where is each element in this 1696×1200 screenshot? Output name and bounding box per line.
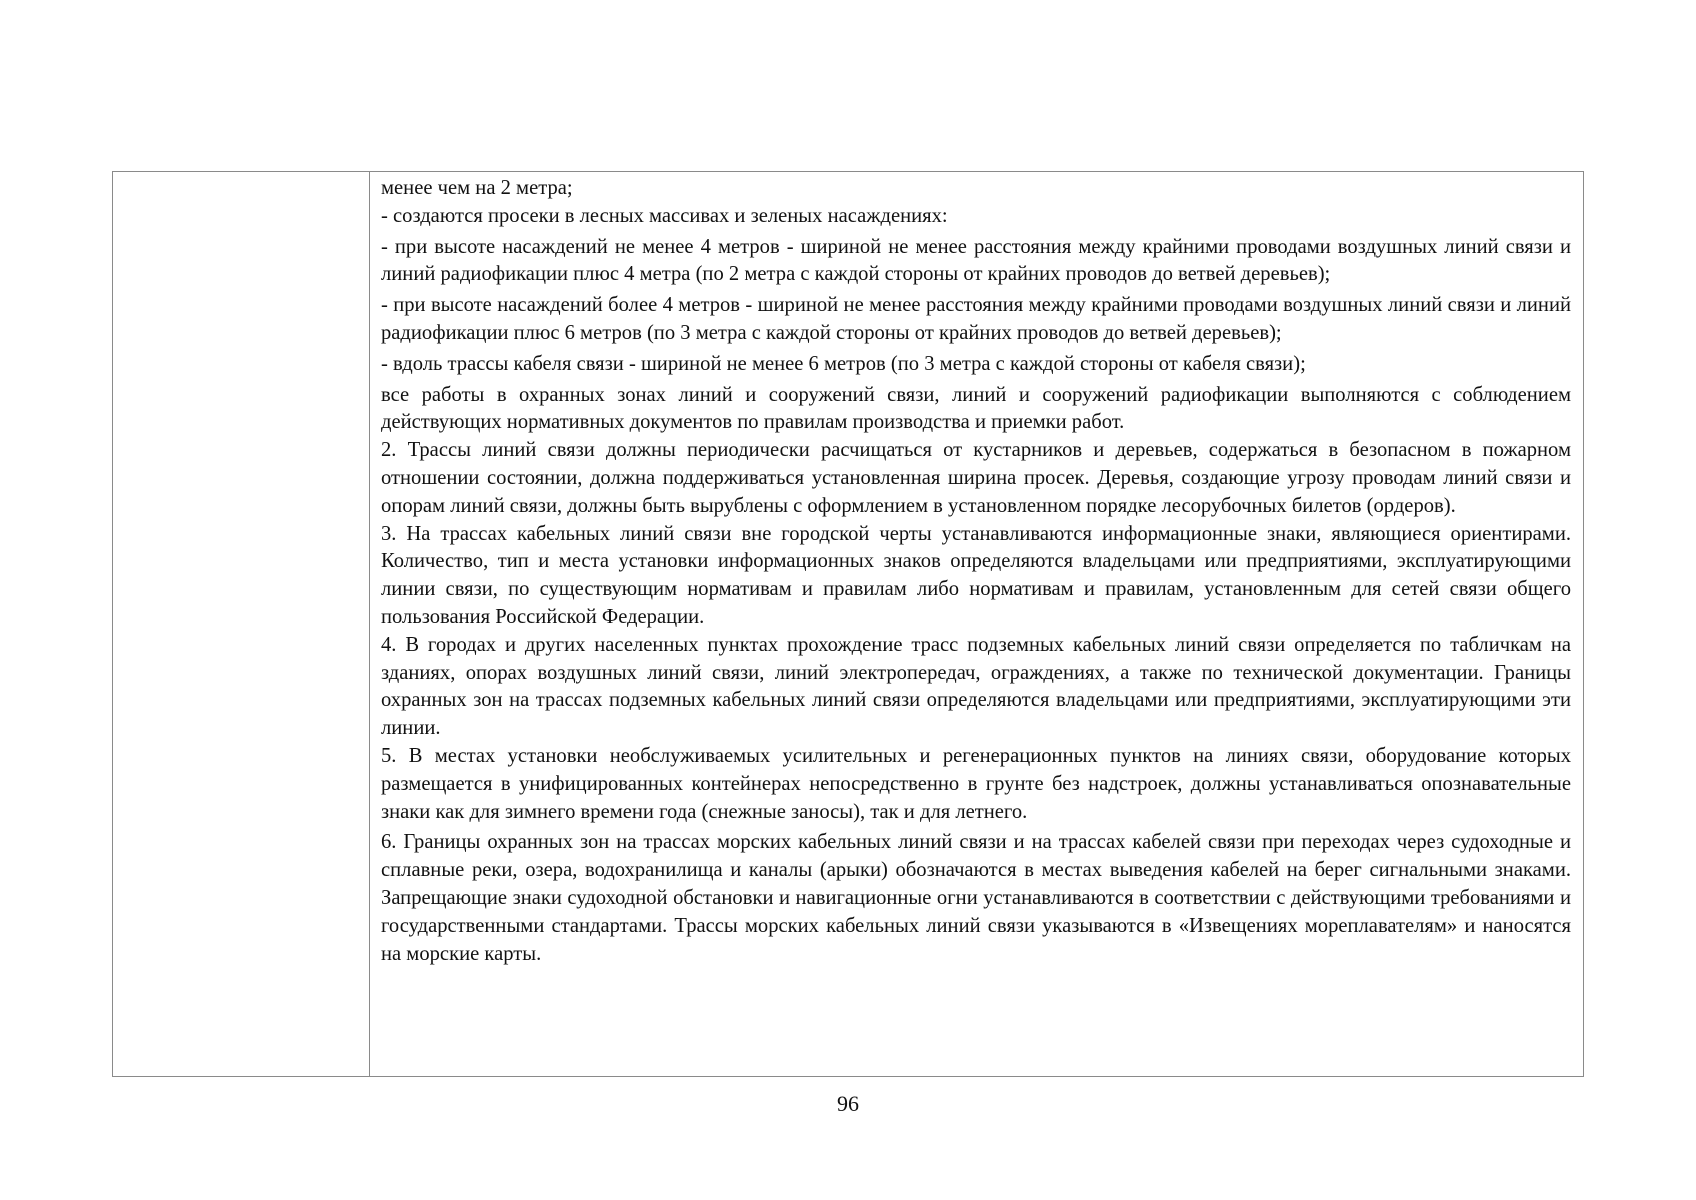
paragraph-7: 2. Трассы линий связи должны периодически расчищаться от кустарников и деревьев, содержаться в безопасном в пожарном отношении состоянии, должна поддерживаться установленная ширина просек. Деревья, создающие угрозу проводам линий связи и опорам линий связи, должны быть вырублены с оформлением в установленном порядке лесорубочных билетов (ордеров). <box>381 439 1571 517</box>
paragraph-10: 5. В местах установки необслуживаемых усилительных и регенерационных пунктов на линиях связи, оборудование которых размещается в унифицированных контейнерах непосредственно в грунте без надстроек, должны устанавливаться опознавательные знаки как для зимнего времени года (снежные заносы), так и для летнего. <box>381 744 1571 823</box>
table-right-cell <box>370 172 1583 1076</box>
paragraph-11: 6. Границы охранных зон на трассах морских кабельных линий связи и на трассах кабелей связи при переходах через судоходные и сплавные реки, озера, водохранилища и каналы (арыки) обозначаются в местах выведения кабелей на берег сигнальными знаками. Запрещающие знаки судоходной обстановки и навигационные огни устанавливаются в соответствии с действующими требованиями и государственными стандартами. Трассы морских кабельных линий связи указываются в «Извещениях мореплавателям» и наносятся на морские карты. <box>381 831 1571 965</box>
paragraph-1: менее чем на 2 метра; <box>381 177 573 199</box>
table-left-cell <box>113 172 370 1076</box>
paragraph-3: - при высоте насаждений не менее 4 метров - шириной не менее расстояния между крайними проводами воздушных линий связи и линий радиофикации плюс 4 метра (по 2 метра с каждой стороны от крайних проводов до ветвей деревьев); <box>381 235 1571 286</box>
document-table <box>112 171 1584 1077</box>
paragraph-5: - вдоль трассы кабеля связи - шириной не менее 6 метров (по 3 метра с каждой стороны от кабеля связи); <box>381 352 1306 375</box>
paragraph-4: - при высоте насаждений более 4 метров - шириной не менее расстояния между крайними проводами воздушных линий связи и линий радиофикации плюс 6 метров (по 3 метра с каждой стороны от крайних проводов до ветвей деревьев); <box>381 294 1571 344</box>
paragraph-9: 4. В городах и других населенных пунктах прохождение трасс подземных кабельных линий связи определяется по табличкам на зданиях, опорах воздушных линий связи, линий электропередач, ограждениях, а также по технической документации. Границы охранных зон на трассах подземных кабельных линий связи определяются владельцами или предприятиями, эксплуатирующими эти линии. <box>381 633 1571 740</box>
paragraph-6: все работы в охранных зонах линий и сооружений связи, линий и сооружений радиофикации выполняются с соблюдением действующих нормативных документов по правилам производства и приемки работ. <box>381 383 1571 434</box>
paragraph-2: - создаются просеки в лесных массивах и зеленых насаждениях: <box>381 204 948 227</box>
paragraph-8: 3. На трассах кабельных линий связи вне городской черты устанавливаются информационные знаки, являющиеся ориентирами. Количество, тип и места установки информационных знаков определяются владельцами или предприятиями, эксплуатирующими линии связи, по существующим нормативам и правилам либо нормативам и правилам, установленным для сетей связи общего пользования Российской Федерации. <box>381 522 1571 628</box>
page-number: 96 <box>837 1091 859 1116</box>
